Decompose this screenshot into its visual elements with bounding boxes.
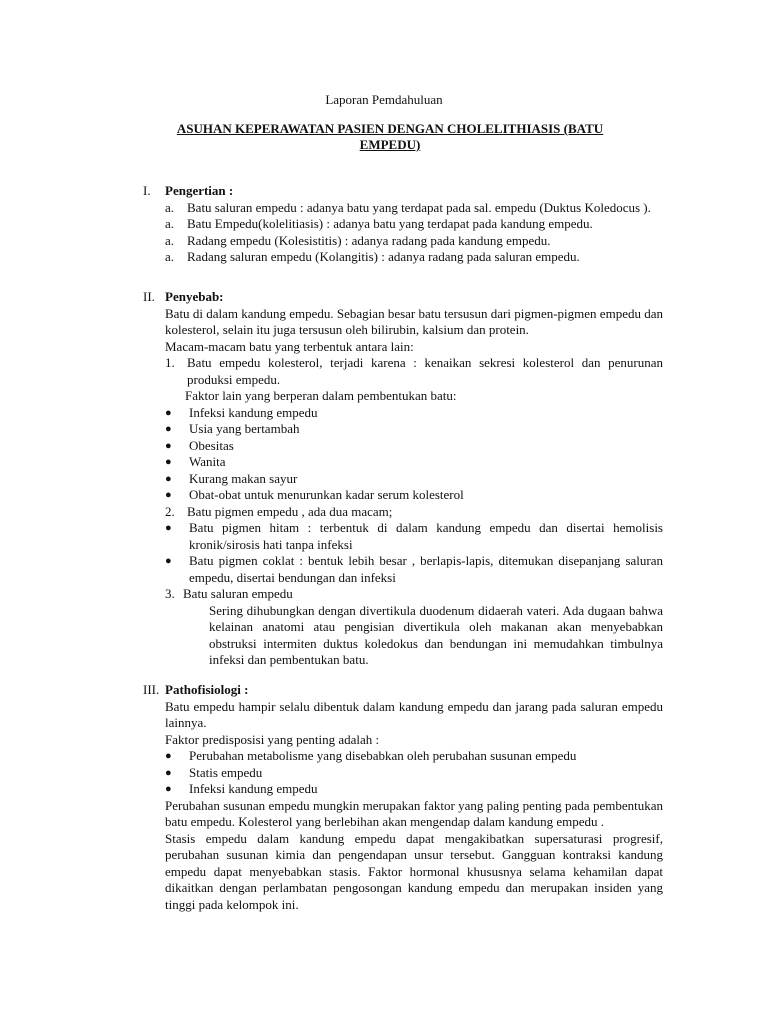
bullet-icon: ● bbox=[165, 783, 172, 795]
bullet-icon: ● bbox=[165, 766, 172, 779]
list-item: ● Batu pigmen coklat : bentuk lebih besar , berlapis-lapis, ditemukan disepanjang saluran empedu, disertai bendungan dan infeksi bbox=[165, 553, 663, 585]
bullet-icon: ● bbox=[165, 750, 172, 762]
list-item: 2. Batu pigmen empedu , ada dua macam; bbox=[165, 503, 393, 519]
bullet-icon: ● bbox=[165, 406, 172, 419]
bullet-icon: ● bbox=[165, 489, 172, 501]
section-pathofisiologi bbox=[143, 682, 663, 913]
list-item: a. Radang saluran empedu (Kolangitis) : adanya radang pada saluran empedu. bbox=[165, 249, 580, 264]
bullet-list bbox=[165, 405, 663, 504]
section-title: Pengertian : bbox=[165, 183, 234, 198]
section-penyebab bbox=[143, 289, 663, 669]
bullet-list bbox=[165, 748, 663, 798]
list-item: 3. Batu saluran empedu bbox=[165, 586, 293, 601]
list-item: 1. Batu empedu kolesterol, terjadi karena : kenaikan sekresi kolesterol dan penurunan produksi empedu. bbox=[165, 355, 663, 387]
paragraph: Faktor predisposisi yang penting adalah : bbox=[165, 731, 380, 747]
list-item: a. Radang empedu (Kolesistitis) : adanya radang pada kandung empedu. bbox=[165, 232, 551, 248]
section-numeral: II. bbox=[143, 289, 155, 304]
section-title: Pathofisiologi : bbox=[165, 682, 249, 697]
section-heading bbox=[143, 289, 663, 306]
bullet-list bbox=[165, 520, 663, 586]
bullet-icon: ● bbox=[165, 456, 172, 468]
list-item: ● Usia yang bertambah bbox=[165, 421, 300, 436]
section-pengertian bbox=[143, 183, 663, 266]
section-heading bbox=[143, 183, 663, 200]
bullet-icon: ● bbox=[165, 522, 172, 534]
document-subtitle: ASUHAN KEPERAWATAN PASIEN DENGAN CHOLELITHIASIS (BATU EMPEDU) bbox=[176, 121, 604, 152]
paragraph: Batu di dalam kandung empedu. Sebagian besar batu tersusun dari pigmen-pigmen empedu dan kolesterol, selain itu juga tersusun oleh bilirubin, kalsium dan protein. bbox=[165, 305, 663, 337]
list-item: ● Obat-obat untuk menurunkan kadar serum kolesterol bbox=[165, 487, 464, 502]
paragraph: Sering dihubungkan dengan divertikula duodenum didaerah vateri. Ada dugaan bahwa kelainan anatomi atau pengisian divertikula oleh makanan akan menyebabkan obstruksi intermiten duktus koledokus dan bendungan ini memudahkan timbulnya infeksi dan pembentukan batu. bbox=[209, 602, 663, 667]
list-item: ● Kurang makan sayur bbox=[165, 470, 298, 486]
bullet-icon: ● bbox=[165, 423, 172, 435]
list-item: ● Batu pigmen hitam : terbentuk di dalam kandung empedu dan disertai hemolisis kronik/sirosis hati tanpa infeksi bbox=[165, 520, 663, 552]
list-item: ● Obesitas bbox=[165, 437, 234, 453]
paragraph: Perubahan susunan empedu mungkin merupakan faktor yang paling penting pada pembentukan batu empedu. Kolesterol yang berlebihan akan mengendap dalam kandung empedu . bbox=[165, 797, 663, 829]
paragraph: Stasis empedu dalam kandung empedu dapat mengakibatkan supersaturasi progresif, perubahan susunan kimia dan pengendapan unsur tersebut. Gangguan kontraksi kandung empedu dapat menyebabkan stasis. Faktor hormonal khususnya selama kehamilan dapat dikaitkan dengan perlambatan pengosongan kandung empedu dan merupakan insiden yang tinggi pada kelompok ini. bbox=[165, 830, 663, 912]
section-title: Penyebab: bbox=[165, 289, 224, 304]
bullet-icon: ● bbox=[165, 555, 172, 567]
list-item: ● Perubahan metabolisme yang disebabkan oleh perubahan susunan empedu bbox=[165, 748, 577, 763]
section-heading bbox=[143, 682, 663, 699]
list-item: ● Wanita bbox=[165, 454, 226, 469]
list-item: a. Batu Empedu(kolelitiasis) : adanya batu yang terdapat pada kandung empedu. bbox=[165, 216, 593, 231]
paragraph: Batu empedu hampir selalu dibentuk dalam kandung empedu dan jarang pada saluran empedu lainnya. bbox=[165, 698, 663, 730]
document-title: Laporan Pemdahuluan bbox=[325, 92, 443, 107]
bullet-icon: ● bbox=[165, 439, 172, 452]
list-item: ● Infeksi kandung empedu bbox=[165, 781, 318, 796]
paragraph: Faktor lain yang berperan dalam pembentukan batu: bbox=[185, 388, 457, 403]
list-item: ● Statis empedu bbox=[165, 764, 263, 780]
list-item: a. Batu saluran empedu : adanya batu yang terdapat pada sal. empedu (Duktus Koledocus ). bbox=[165, 199, 651, 215]
section-numeral: III. bbox=[143, 682, 160, 697]
section-numeral: I. bbox=[143, 183, 151, 198]
paragraph: Macam-macam batu yang terbentuk antara lain: bbox=[165, 338, 414, 354]
list-item: ● Infeksi kandung empedu bbox=[165, 404, 318, 420]
bullet-icon: ● bbox=[165, 472, 172, 485]
